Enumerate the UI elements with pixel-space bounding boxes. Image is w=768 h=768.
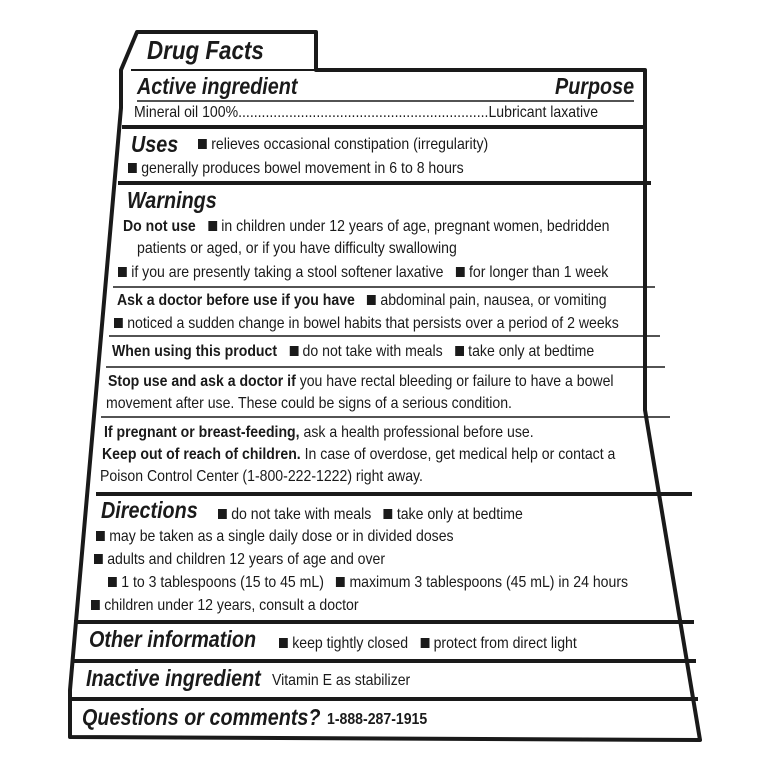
bullet-icon (420, 638, 429, 648)
ingredient-name: Mineral oil 100% (134, 104, 239, 121)
bullet-icon (96, 531, 105, 541)
drug-facts-title: Drug Facts (147, 35, 264, 65)
ask-doctor-label: Ask a doctor before use if you have (117, 292, 355, 309)
ask-doctor-item-2: noticed a sudden change in bowel habits that persists over a period of 2 weeks (127, 315, 619, 332)
uses-item-1-text: relieves occasional constipation (irregularity) (211, 136, 489, 153)
directions-line-1 (218, 507, 523, 523)
bullet-icon (218, 509, 227, 519)
stop-use-text-2: movement after use. These could be signs of a serious condition. (106, 395, 512, 412)
directions-item-2: take only at bedtime (396, 506, 523, 523)
bullet-icon (336, 577, 345, 587)
bullet-icon (198, 139, 207, 149)
do-not-use-item-3: for longer than 1 week (468, 264, 609, 281)
directions-item-4: adults and children 12 years of age and over (107, 551, 386, 568)
ask-doctor-item-1: abdominal pain, nausea, or vomiting (380, 292, 607, 309)
directions-line-4 (108, 575, 628, 591)
do-not-use-item-1: in children under 12 years of age, pregnant women, bedridden (221, 218, 610, 235)
keep-out-text-1: In case of overdose, get medical help or contact a (304, 446, 616, 463)
pregnant-line (104, 425, 534, 441)
bullet-icon (94, 554, 103, 564)
bullet-icon (118, 267, 127, 277)
active-ingredient-line (134, 105, 598, 121)
directions-item-1: do not take with meals (231, 506, 372, 523)
bullet-icon (456, 267, 465, 277)
pregnant-text: ask a health professional before use. (303, 424, 534, 441)
when-using-line (112, 344, 594, 360)
bullet-icon (455, 346, 464, 356)
bullet-icon (128, 163, 137, 173)
bullet-icon (208, 221, 217, 231)
do-not-use-line-2 (118, 265, 608, 281)
when-using-label: When using this product (112, 343, 278, 360)
ask-doctor-line-1 (117, 293, 607, 309)
directions-line-3 (94, 552, 385, 568)
stop-use-line-1 (108, 374, 614, 390)
directions-line-2 (96, 529, 454, 545)
directions-heading: Directions (101, 497, 198, 523)
bullet-icon (108, 577, 117, 587)
when-using-item-1: do not take with meals (302, 343, 443, 360)
bullet-icon (114, 318, 123, 328)
directions-item-3: may be taken as a single daily dose or in divided doses (109, 528, 454, 545)
other-info-item-1: keep tightly closed (292, 635, 409, 652)
bullet-icon (279, 638, 288, 648)
stop-use-text-1: you have rectal bleeding or failure to have a bowel (299, 373, 614, 390)
other-info-item-2: protect from direct light (433, 635, 577, 652)
bullet-icon (289, 346, 298, 356)
ask-doctor-line-2 (114, 316, 619, 332)
dot-leader: ................................................................ (238, 104, 489, 121)
stop-use-label: Stop use and ask a doctor if (108, 373, 296, 390)
uses-heading: Uses (131, 131, 179, 157)
inactive-ingredient-text: Vitamin E as stabilizer (272, 672, 411, 689)
active-ingredient-heading: Active ingredient (137, 73, 298, 99)
bullet-icon (367, 295, 376, 305)
questions-phone: 1-888-287-1915 (327, 711, 428, 728)
bullet-icon (91, 600, 100, 610)
when-using-item-2: take only at bedtime (468, 343, 595, 360)
purpose-heading: Purpose (555, 73, 635, 99)
other-info-line (279, 636, 577, 652)
keep-out-line-1 (102, 447, 615, 463)
inactive-ingredient-heading: Inactive ingredient (86, 665, 261, 691)
other-info-heading: Other information (89, 626, 257, 652)
bullet-icon (384, 509, 393, 519)
do-not-use-line-1 (123, 219, 610, 235)
keep-out-text-2: Poison Control Center (1-800-222-1222) right away. (100, 468, 423, 485)
directions-line-5 (91, 598, 359, 614)
pregnant-label: If pregnant or breast-feeding, (104, 424, 300, 441)
directions-sub-1: 1 to 3 tablespoons (15 to 45 mL) (121, 574, 324, 591)
questions-heading: Questions or comments? (82, 704, 321, 730)
ingredient-purpose: Lubricant laxative (488, 104, 599, 121)
directions-sub-2: maximum 3 tablespoons (45 mL) in 24 hours (349, 574, 629, 591)
keep-out-label: Keep out of reach of children. (102, 446, 301, 463)
do-not-use-label: Do not use (123, 218, 196, 235)
uses-item-2 (128, 161, 464, 177)
uses-item-1 (198, 137, 488, 153)
do-not-use-item-1-cont: patients or aged, or if you have difficulty swallowing (137, 240, 457, 257)
warnings-heading: Warnings (127, 187, 217, 213)
uses-item-2-text: generally produces bowel movement in 6 to 8 hours (141, 160, 464, 177)
directions-item-5: children under 12 years, consult a doctor (104, 597, 359, 614)
do-not-use-item-2: if you are presently taking a stool softener laxative (131, 264, 444, 281)
